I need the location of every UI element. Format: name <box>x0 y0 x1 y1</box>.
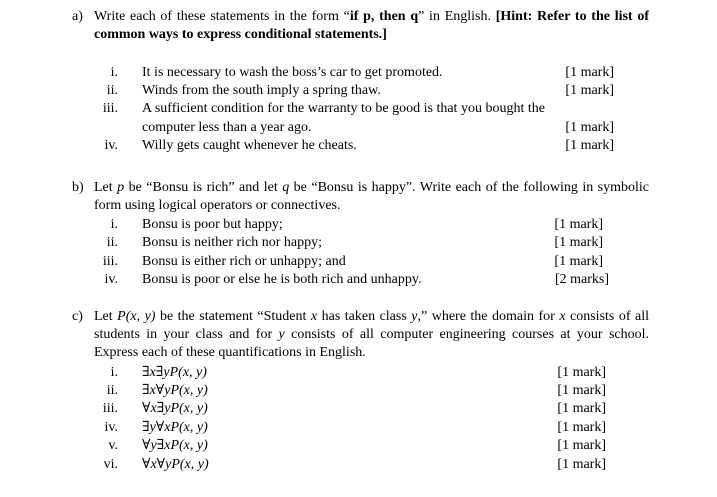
c-item-mark: [1 mark] <box>557 438 606 453</box>
b-item-mark: [1 mark] <box>554 235 603 250</box>
c-item-number: iv. <box>104 420 118 435</box>
c-item-number: v. <box>108 438 118 453</box>
c-item-formula: ∃x∀yP(x, y) <box>142 383 208 398</box>
a-item-number: i. <box>110 65 118 80</box>
b-item-number: iii. <box>102 254 118 269</box>
a-item-mark: [1 mark] <box>565 120 614 135</box>
section-c-label: c) <box>72 309 83 324</box>
b-item-mark: [1 mark] <box>554 217 603 232</box>
a-item-number: ii. <box>106 83 118 98</box>
c-item-mark: [1 mark] <box>557 365 606 380</box>
c-item-formula: ∀x∃yP(x, y) <box>142 401 208 416</box>
a-item-mark: [1 mark] <box>565 138 614 153</box>
a-item-mark: [1 mark] <box>565 83 614 98</box>
c-item-formula: ∃x∃yP(x, y) <box>142 365 207 380</box>
section-c-prompt: Let P(x, y) be the statement “Student x has taken class y,” where the domain for x consists of all students in your class and for y consists of all computer engineering courses at your school. Express each of these quantifications in English. <box>94 309 650 360</box>
c-item-formula: ∀x∀yP(x, y) <box>142 457 209 472</box>
a-item-text: It is necessary to wash the boss’s car to get promoted. <box>142 65 443 80</box>
c-item-formula: ∃y∀xP(x, y) <box>142 420 208 435</box>
b-item-text: Bonsu is either rich or unhappy; and <box>142 254 346 269</box>
b-item-number: iv. <box>104 272 118 287</box>
c-item-number: ii. <box>106 383 118 398</box>
c-item-number: i. <box>110 365 118 380</box>
b-item-text: Bonsu is poor or else he is both rich and unhappy. <box>142 272 422 287</box>
b-item-text: Bonsu is neither rich nor happy; <box>142 235 323 250</box>
section-a-label: a) <box>72 9 83 24</box>
a-item-number: iii. <box>102 101 118 116</box>
a-item-text: Willy gets caught whenever he cheats. <box>142 138 357 153</box>
section-a-prompt: Write each of these statements in the form “if p, then q” in English. [Hint: Refer to the list of common ways to express conditional statements.] <box>94 9 650 42</box>
c-item-number: vi. <box>103 457 118 472</box>
c-item-mark: [1 mark] <box>557 401 606 416</box>
c-item-mark: [1 mark] <box>557 457 606 472</box>
a-item-text: A sufficient condition for the warranty to be good is that you bought the <box>142 101 545 116</box>
b-item-mark: [1 mark] <box>554 254 603 269</box>
a-item-mark: [1 mark] <box>565 65 614 80</box>
section-b-label: b) <box>72 180 84 195</box>
a-item-text: Winds from the south imply a spring thaw. <box>142 83 381 98</box>
c-item-mark: [1 mark] <box>557 420 606 435</box>
a-item-text-continued: computer less than a year ago. <box>142 120 312 135</box>
section-b-prompt: Let p be “Bonsu is rich” and let q be “Bonsu is happy”. Write each of the following in symbolic form using logical operators or connectives. <box>94 180 650 213</box>
b-item-number: ii. <box>106 235 118 250</box>
c-item-number: iii. <box>102 401 118 416</box>
b-item-mark: [2 marks] <box>554 272 609 287</box>
a-item-number: iv. <box>104 138 118 153</box>
c-item-mark: [1 mark] <box>557 383 606 398</box>
b-item-text: Bonsu is poor but happy; <box>142 217 283 232</box>
b-item-number: i. <box>110 217 118 232</box>
c-item-formula: ∀y∃xP(x, y) <box>142 438 208 453</box>
